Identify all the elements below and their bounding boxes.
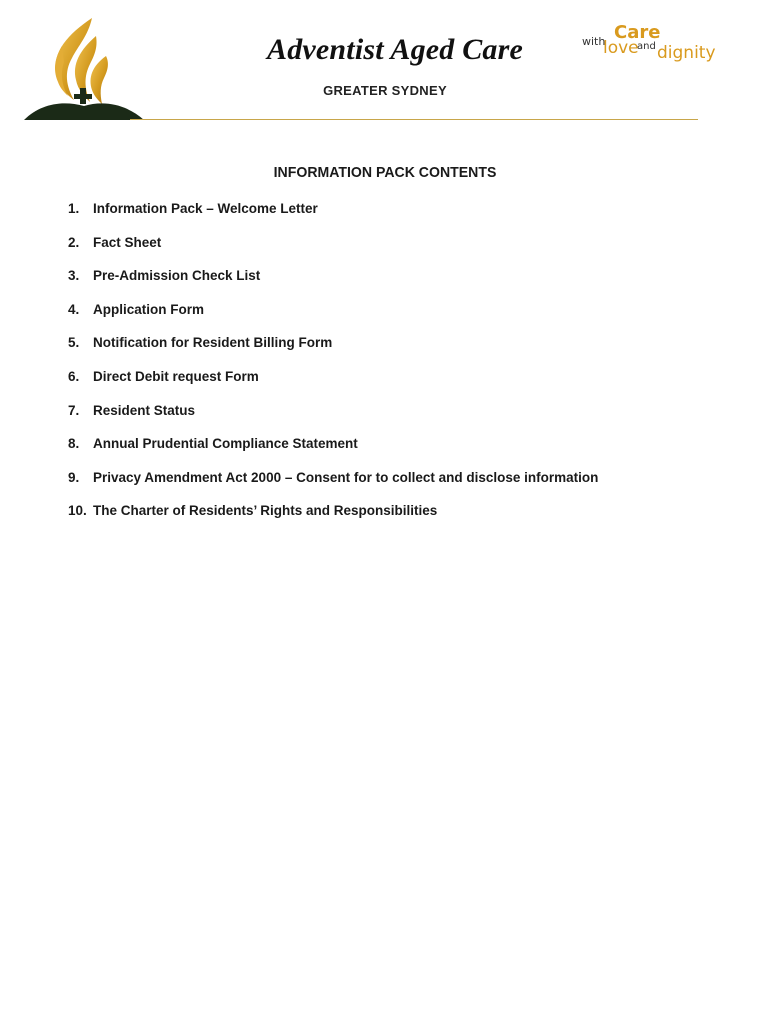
tagline-with: with: [582, 35, 606, 48]
tagline-logo: [580, 22, 730, 66]
item-number: 6.: [68, 368, 80, 384]
item-number: 5.: [68, 335, 80, 351]
item-label: Annual Prudential Compliance Statement: [93, 436, 358, 452]
organization-name: Adventist Aged Care: [266, 33, 524, 66]
item-label: Notification for Resident Billing Form: [93, 335, 333, 351]
region-subtitle: GREATER SYDNEY: [323, 83, 447, 98]
tagline-and: and: [637, 41, 656, 52]
tagline-dignity: dignity: [657, 43, 716, 63]
item-number: 8.: [68, 436, 80, 452]
item-number: 4.: [68, 301, 80, 317]
item-label: Privacy Amendment Act 2000 – Consent for to collect and disclose information: [93, 469, 599, 485]
tagline-care: Care: [614, 22, 661, 43]
item-label: Information Pack – Welcome Letter: [93, 201, 318, 216]
list-item: [68, 369, 598, 403]
item-label: The Charter of Residents’ Rights and Responsibilities: [93, 503, 438, 519]
item-label: Pre-Admission Check List: [93, 268, 261, 284]
list-item: [68, 235, 598, 269]
list-item: [68, 268, 598, 302]
item-number: 10.: [68, 503, 87, 519]
list-item: [68, 470, 598, 504]
list-item: [68, 503, 598, 537]
item-number: 1.: [68, 201, 80, 216]
list-item: [68, 201, 598, 235]
flame-bible-icon: [22, 16, 144, 122]
contents-list: [68, 201, 598, 537]
item-label: Fact Sheet: [93, 234, 162, 250]
item-label: Direct Debit request Form: [93, 368, 259, 384]
list-item: [68, 436, 598, 470]
item-label: Application Form: [93, 301, 204, 317]
list-item: [68, 335, 598, 369]
item-number: 2.: [68, 234, 80, 250]
list-item: [68, 403, 598, 437]
list-item: [68, 302, 598, 336]
item-number: 3.: [68, 268, 80, 284]
item-label: Resident Status: [93, 402, 196, 418]
document-title: INFORMATION PACK CONTENTS: [273, 164, 497, 181]
item-number: 7.: [68, 402, 80, 418]
tagline-love: love: [603, 38, 639, 58]
item-number: 9.: [68, 469, 80, 485]
header-divider: [130, 119, 698, 120]
